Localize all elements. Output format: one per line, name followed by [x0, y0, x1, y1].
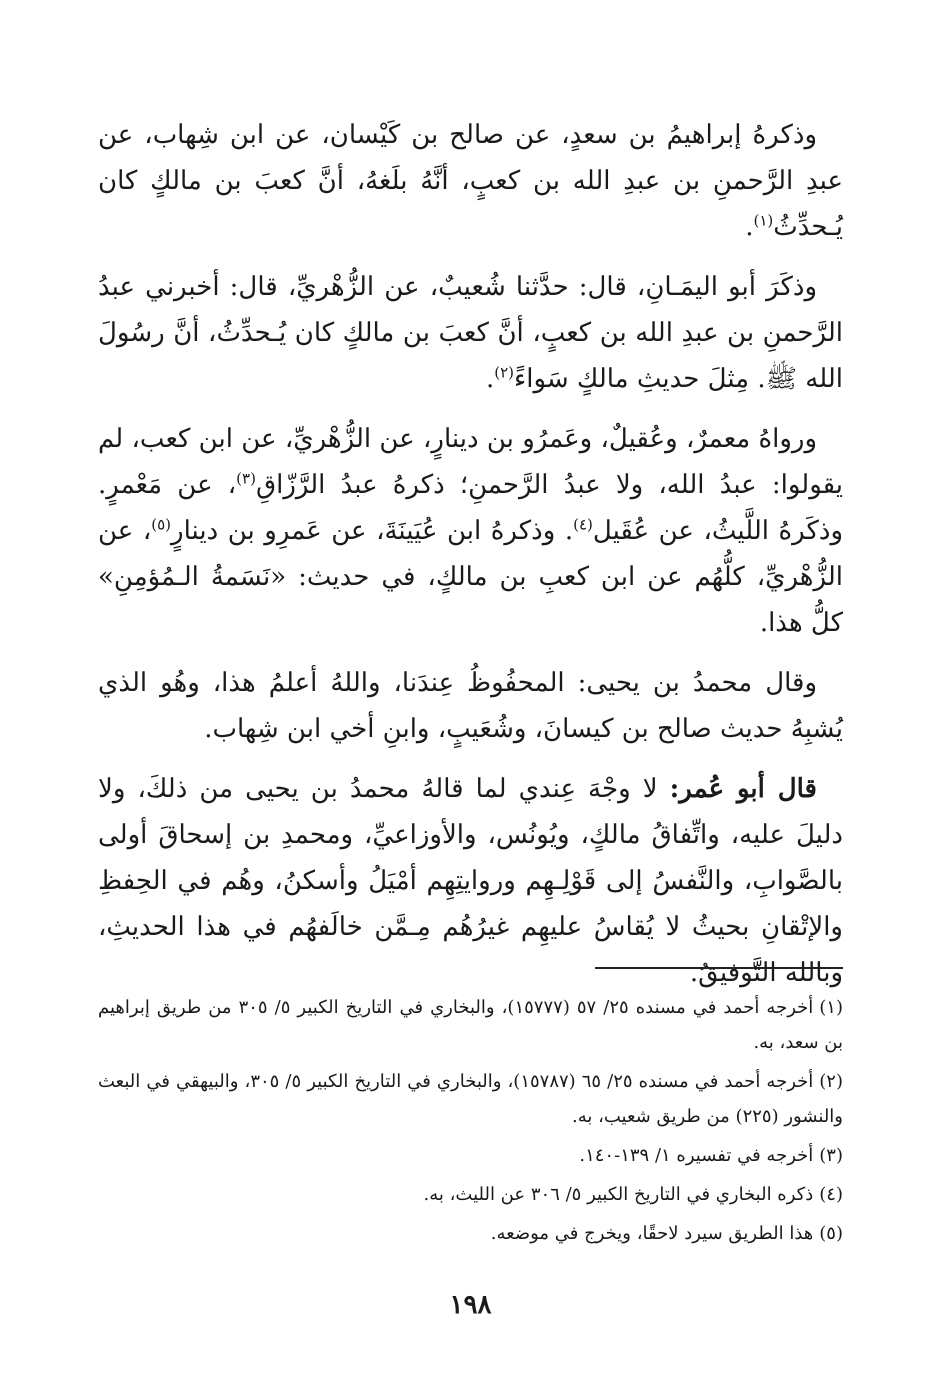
footnotes	[98, 990, 843, 1255]
footnote-text: ذكره البخاري في التاريخ الكبير ٥/ ٣٠٦ عن الليث، به.	[423, 1184, 814, 1205]
footnote-text: أخرجه أحمد في مسنده ٢٥/ ٥٧ (١٥٧٧٧)، والبخاري في التاريخ الكبير ٥/ ٣٠٥ من طريق إبراهيم بن سعد، به.	[98, 997, 843, 1053]
footnote-text: هذا الطريق سيرد لاحقًا، ويخرج في موضعه.	[490, 1223, 814, 1244]
footnote-number: (٤)	[819, 1184, 843, 1205]
paragraph-tail: .	[745, 212, 754, 242]
footnote-number: (١)	[819, 997, 843, 1018]
footnote-text: أخرجه في تفسيره ١/ ١٣٩-١٤٠.	[579, 1145, 814, 1166]
footnote-ref-2: (٢)	[494, 363, 514, 382]
footnote-divider	[595, 967, 843, 969]
footnote-2	[98, 1064, 843, 1134]
footnote-5	[98, 1216, 843, 1251]
paragraph-text-c: . وذكرهُ ابن عُيَينَةَ، عن عَمرِو بن دينارٍ	[171, 516, 574, 546]
main-text	[98, 112, 843, 1010]
footnote-ref-1: (١)	[753, 211, 774, 230]
footnote-number: (٣)	[819, 1145, 843, 1166]
footnote-4	[98, 1177, 843, 1212]
paragraph-tail: .	[485, 364, 495, 394]
footnote-ref-5: (٥)	[151, 515, 172, 534]
footnote-number: (٥)	[819, 1223, 843, 1244]
paragraph-text-d: ، عن الزُّهْريِّ، كلُّهُم عن ابن كعبِ بن مالكٍ، في حديث: «نَسَمةُ الـمُؤمِنِ» كلُّ هذا.	[98, 516, 843, 638]
paragraph-text-b: ، عن مَعْمرٍ. وذكَرهُ اللَّيثُ، عن عُقَيل	[98, 470, 843, 546]
footnote-number: (٢)	[819, 1071, 843, 1092]
paragraph-5	[98, 766, 843, 996]
footnote-ref-3: (٣)	[236, 469, 256, 488]
page-number: ١٩٨	[449, 1290, 492, 1320]
paragraph-3	[98, 416, 843, 646]
paragraph-1	[98, 112, 843, 250]
footnote-1	[98, 990, 843, 1060]
footnote-ref-4: (٤)	[573, 515, 593, 534]
paragraph-text: وقال محمدُ بن يحيى: المحفُوظُ عِندَنا، واللهُ أعلمُ هذا، وهُو الذي يُشبِهُ حديث صالح بن كيسانَ، وشُعَيبٍ، وابنِ أخي ابن شِهاب.	[98, 668, 843, 744]
paragraph-text: وذكَرَ أبو اليمَـانِ، قال: حدَّثنا شُعيبٌ، عن الزُّهْريِّ، قال: أخبرني عبدُ الرَّحمنِ بن عبدِ الله بن كعبٍ، أنَّ كعبَ بن مالكٍ كان يُـحدِّثُ، أنَّ رسُولَ الله ﷺ. مِثلَ حديثِ مالكٍ سَواءً	[98, 272, 843, 394]
paragraph-2	[98, 264, 843, 402]
paragraph-text-a: ورواهُ معمرٌ، وعُقيلٌ، وعَمرُو بن دينارٍ، عن الزُّهْريِّ، عن ابن كعب، لم يقولوا: عبدُ الله، ولا عبدُ الرَّحمنِ؛ ذكرهُ عبدُ الرَّزّاقِ	[98, 424, 844, 500]
paragraph-4	[98, 660, 843, 752]
footnote-text: أخرجه أحمد في مسنده ٢٥/ ٦٥ (١٥٧٨٧)، والبخاري في التاريخ الكبير ٥/ ٣٠٥، والبيهقي في البعث والنشور (٢٢٥) من طريق شعيب، به.	[98, 1071, 843, 1127]
paragraph-lead: قال أبو عُمر:	[669, 774, 817, 804]
paragraph-text: وذكرهُ إبراهيمُ بن سعدٍ، عن صالح بن كَيْسان، عن ابن شِهاب، عن عبدِ الرَّحمنِ بن عبدِ الله بن كعبٍ، أنَّهُ بلَغهُ، أنَّ كعبَ بن مالكٍ كان يُـحدِّثُ	[98, 120, 843, 242]
paragraph-text: لا وجْهَ عِندي لما قالهُ محمدُ بن يحيى من ذلكَ، ولا دليلَ عليه، واتِّفاقُ مالكٍ، ويُونُس، والأوزاعيِّ، ومحمدِ بن إسحاقَ أولى بالصَّوابِ، والنَّفسُ إلى قَوْلِـهِم وروايتِهِم أمْيَلُ وأسكنُ، وهُم في الحِفظِ والإتْقانِ بحيثُ لا يُقاسُ عليهِم غيرُهُم مِـمَّن خالَفهُم في هذا الحديثِ، وبالله التَّوفيقُ.	[98, 774, 843, 988]
footnote-3	[98, 1138, 843, 1173]
